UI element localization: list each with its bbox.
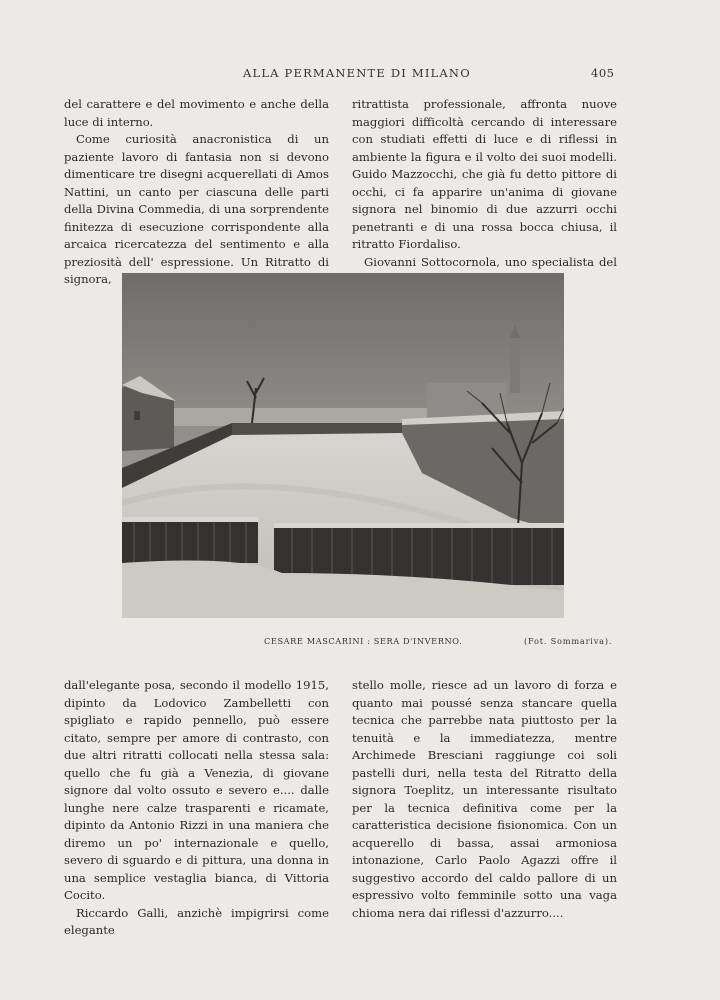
paragraph: Come curiosità anacronistica di un paziente lavoro di fantasia non si devono dimenticare tre disegni acquerellati di Amos Nattini, un canto per ciascuna delle parti della Divina Commedia, di una sorprendente finitezza di esecuzione corrispondente alla arcaica ricercatezza del sentimento e alla preziosità dell' espressione. Un Ritratto di signora, xyxy=(64,132,329,286)
paragraph: ritrattista professionale, affronta nuove maggiori difficoltà cercando di interessare con studiati effetti di luce e di riflessi in ambiente la figura e il volto dei suoi modelli. Guido Mazzocchi, che già fu detto pittore di occhi, ci fa apparire un'anima di giovane signora nel binomio di due azzurri occhi penetranti e di una rossa bocca chiusa, il ritratto Fiordaliso. xyxy=(352,97,617,251)
paragraph: Riccardo Galli, anzichè impigrirsi come elegante xyxy=(64,905,329,937)
painting-reproduction xyxy=(122,273,564,618)
paragraph: stello molle, riesce ad un lavoro di forza e quanto mai poussé senza stancare quella tecnica che parrebbe nata piuttosto per la tenuità e la immediatezza, mentre Archimede Bresciani raggiunge coi soli pastelli duri, nella testa del Ritratto della signora Toeplitz, un interessante risultato per la tecnica definitiva come per la caratteristica decisione fisionomica. Con un acquerello di bassa, assai armoniosa intonazione, Carlo Paolo Agazzi offre il suggestivo accordo del caldo pallore di un espressivo volto femminile sotto una vaga chioma nera dai riflessi d'azzurro.... xyxy=(352,678,617,920)
running-header xyxy=(0,66,720,82)
paragraph: Giovanni Sottocornola, uno specialista del xyxy=(364,254,617,269)
column-bottom-left xyxy=(64,677,329,940)
paragraph: del carattere e del movimento e anche della luce di interno. xyxy=(64,97,329,129)
column-bottom-right xyxy=(352,677,617,922)
photo-credit: (Fot. Sommariva). xyxy=(524,636,613,646)
figure-caption: CESARE MASCARINI : SERA D'INVERNO. xyxy=(264,636,463,646)
column-top-left xyxy=(64,96,329,289)
paragraph: dall'elegante posa, secondo il modello 1915, dipinto da Lodovico Zambelletti con spigliato e rapido pennello, può essere citato, sempre per amore di contrasto, con due altri ritratti collocati nella stessa sala: quello che fu già a Venezia, di giovane signore dal volto ossuto e severo e.... dalle lunghe nere calze trasparenti e ricamate, dipinto da Antonio Rizzi in una maniera che diremo un po' internazionale e quello, severo di sguardo e di pittura, una donna in una semplice vestaglia bianca, di Vittoria Cocito. xyxy=(64,678,329,902)
page-number: 405 xyxy=(591,66,615,80)
running-title: ALLA PERMANENTE DI MILANO xyxy=(243,66,471,80)
column-top-right xyxy=(352,96,617,289)
